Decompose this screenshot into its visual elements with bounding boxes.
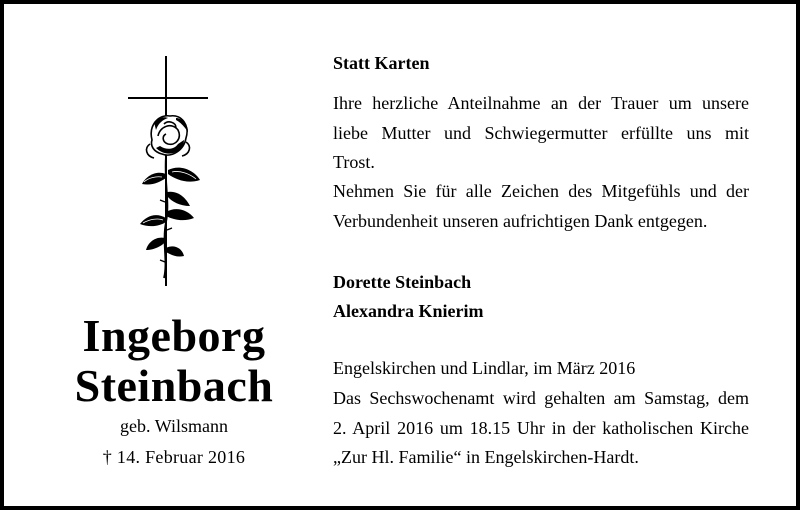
text-line: Verbundenheit unseren aufrichtigen Dank entgegen. (333, 210, 708, 231)
thanks-paragraph (333, 89, 749, 178)
text-line: liebe Mutter und Schwiegermutter erfüllte uns mit (333, 122, 749, 143)
text-line: Ihre herzliche Anteilnahme an der Trauer um unsere (333, 93, 749, 113)
death-date: † 14. Februar 2016 (102, 447, 246, 467)
maiden-name: geb. Wilsmann (120, 416, 228, 436)
gratitude-paragraph (333, 177, 749, 236)
right-panel (333, 4, 751, 506)
deceased-last-name: Steinbach (74, 360, 274, 411)
text-line: „Zur Hl. Familie“ in Engelskirchen-Hardt. (333, 447, 639, 467)
service-paragraph (333, 384, 749, 473)
cross-with-rose-icon (120, 52, 220, 288)
heading: Statt Karten (333, 53, 430, 73)
place-date: Engelskirchen und Lindlar, im März 2016 (333, 358, 636, 378)
signer-name: Alexandra Knierim (333, 301, 484, 321)
text-line: Das Sechswochenamt wird gehalten am Samstag, dem (333, 388, 749, 408)
text-line: Trost. (333, 152, 375, 172)
deceased-first-name: Ingeborg (82, 310, 266, 361)
signers (333, 268, 484, 326)
text-line: Nehmen Sie für alle Zeichen des Mitgefühls und der (333, 181, 749, 201)
left-panel (8, 4, 328, 506)
text-line: 2. April 2016 um 18.15 Uhr in der katholischen Kirche (333, 417, 749, 438)
signer-name: Dorette Steinbach (333, 272, 472, 292)
